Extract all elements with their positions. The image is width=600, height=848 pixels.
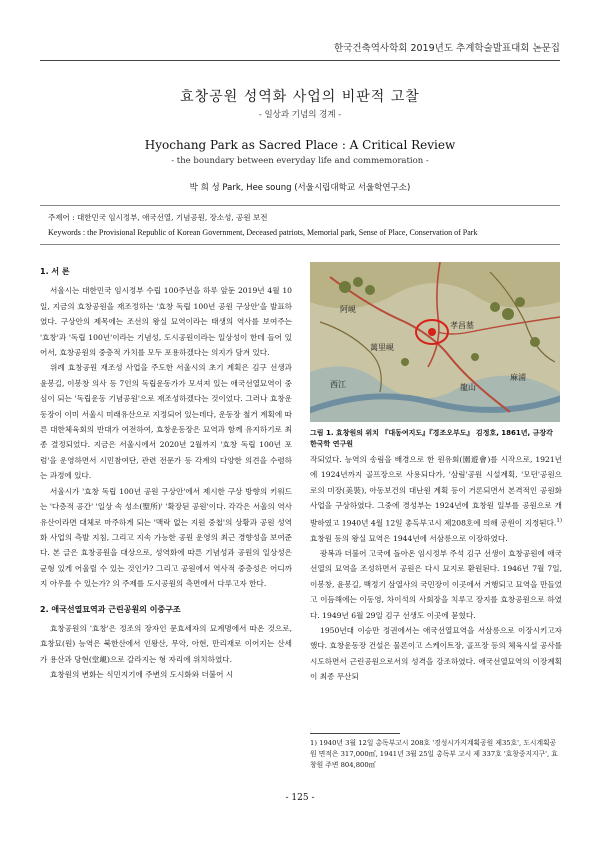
- paragraph: 서울시가 '효창 독립 100년 공원 구상안'에서 제시한 구상 방향의 키워드는 '다층적 공간' '일상 속 성소(聖所)' '확장된 공원'이다. 각각은 서울의 역사유산이라면 대체로 마주하게 되는 '맥락 없는 지원 중첩'의 상황과 공원 성역화 사업의 측발 지침, 그리고 지속 가능한 공원 운영의 최근 경향성을 보여준다. 본 글은 효창공원을 대상으로, 성역화에 따른 기념성과 공원의 일상성은 균형 있게 어울릴 수 있는 것인가? 그리고 공원에서 역사적 중층성은 어디까지 아우를 수 있는가? 의 주제를 도시공원의 측면에서 다루고자 한다.: [40, 486, 292, 589]
- paragraph: 효창공원의 '효창'은 정조의 장자인 문효세자의 묘계명에서 따온 것으로, 효창묘(원) 능역은 북한산에서 인왕산, 무악, 아현, 만리재로 이어지는 산세가 용산과 당현(堂峴)으로 갈라지는 형 자리에 위치하였다.: [40, 623, 292, 664]
- paragraph: 위례 효창공원 재조성 사업을 주도한 서울시의 초기 계획은 김구 선생과 윤봉길, 이봉창 의사 등 7인의 독립운동가가 모셔져 있는 애국선열묘역이 중심이 되는 '독립운동 기념공원'으로 재조성하겠다는 것이었다. 그러나 효창운동장이 이미 서울시 미래유산으로 지정되어 있는데다, 운동장 철거 계획에 따른 대한체육회의 반대가 여전하여, 효창운동장은 묘역과 함께 유지하기로 최종 결정되었다. 지금은 서울시에서 2020년 2월까지 '효창 독립 100년 포럼'을 운영하면서 시민참여단, 관련 전문가 등 각계의 다양한 의견을 수렴하는 과정에 있다.: [40, 363, 292, 481]
- paper-subtitle: - 일상과 기념의 경계 -: [258, 110, 342, 120]
- keywords-en: Keywords : the Provisional Republic of Korean Government, Deceased patriots, Memorial park, Sense of Place, Conservation of Park: [48, 228, 478, 237]
- right-column: [310, 452, 562, 685]
- keywords-ko: 주제어 : 대한민국 임시정부, 애국선열, 기념공원, 장소성, 공원 보전: [48, 213, 268, 222]
- paragraph: 효창원의 변화는 식민지기에 주변의 도시화와 더불어 시: [50, 670, 234, 680]
- page-number: - 125 -: [285, 793, 315, 803]
- paper-title: 효창공원 성역화 사업의 비판적 고찰: [180, 89, 420, 105]
- paragraph-text: 효창원 등의 왕실 묘역은 1944년에 서삼릉으로 이장하였다.: [310, 533, 508, 543]
- map-label: 西江: [330, 380, 346, 389]
- paragraph: 서울시는 대한민국 임시정부 수립 100주년을 하루 앞둔 2019년 4월 10일, 지금의 효창공원을 재조정하는 '효창 독립 100년 공원 구상안'을 발표하였다. 구상안의 제목에는 조선의 왕실 묘역이라는 태생의 역사를 보여주는 '효창'과 '독립 100년'이라는 기념성, 도시공원이라는 일상성이 한데 들어 있어서, 효창공원의 중층적 가치를 모두 포용하겠다는 의지가 담겨 있다.: [40, 286, 292, 358]
- keywords-box: [40, 205, 560, 245]
- section-heading: 1. 서 론: [40, 267, 70, 276]
- map-label: 萬里峴: [370, 343, 394, 352]
- running-header: [40, 38, 560, 61]
- paragraph: 광복과 더불어 고국에 돌아온 임시정부 주석 김구 선생이 효창공원에 애국선열의 묘역을 조성하면서 공원은 다시 묘지로 환원된다. 1946년 7월 7일, 이봉창, 윤봉길, 백정기 삼열사의 국민장이 이곳에서 거행되고 묘역을 만들었고 이듬해에는 이동영, 차이석의 사회장을 치루고 장지를 효창공원으로 하였다. 1949년 6월 29일 김구 선생도 이곳에 묻혔다.: [310, 548, 562, 620]
- header-text: 한국건축역사학회 2019년도 추계학술발표대회 논문집: [334, 43, 560, 54]
- paper-subtitle-en: - the boundary between everyday life and commemoration -: [171, 156, 429, 166]
- figure-caption: 그림 1. 효창원의 위치 『대동여지도』『경조오부도』 김정호, 1861년, 규장각 한국학 연구원: [310, 429, 553, 448]
- map-label: 龍山: [460, 383, 476, 392]
- left-column: [40, 262, 292, 683]
- section-heading: 2. 애국선열묘역과 근린공원의 이중구조: [40, 604, 181, 614]
- paragraph-text: 작되었다. 능역의 송림을 배경으로 한 원유회(園遊會)를 시작으로, 1921년에 1924년까지 골프장으로 사용되다가, '삼림'공원 시설계획, '모던'공원으로의 미장(美裝), 아동보건의 대난원 계획 등이 거론되면서 본격적인 공원화 사업을 구상하였다. 그중에 경성부는 1924년에 효창원 일부를 공원으로 개발하였고 1940년 4월 12일 총독부고시 제208호에 의해 공원이 지정된다.: [310, 455, 562, 528]
- map-label: 孝昌墓: [450, 321, 474, 330]
- footnote-ref[interactable]: 1): [556, 517, 562, 524]
- footnote: 1) 1940년 3월 12일 총독부고시 208호 '경성시가지계획공원 제35호', 도시계획공원 면적은 317,000㎡, 1941년 3월 25일 총독부 고시 제 337호 '효창중지지구', 효창원 주변 804,800㎡: [310, 739, 558, 769]
- historic-map-figure: [310, 262, 560, 422]
- map-label: 阿峴: [340, 305, 356, 314]
- footnote-rule: [310, 733, 400, 734]
- paragraph: 1950년대 이승만 정권에서는 애국선열묘역을 서삼릉으로 이장시키고자 했다. 효창운동장 건설은 물론이고 스케이트장, 골프장 등의 체육시설 공사를 시도하면서 근린공원으로서의 성격을 강조하였다. 애국선열묘역의 이장계획이 최종 무산되: [310, 626, 562, 682]
- paragraph: [310, 452, 562, 546]
- paper-title-en: Hyochang Park as Sacred Place : A Critical Review: [144, 138, 456, 152]
- map-label: 麻浦: [510, 373, 526, 382]
- author-line: 박 희 성 Park, Hee soung (서울시립대학교 서울학연구소): [189, 183, 411, 193]
